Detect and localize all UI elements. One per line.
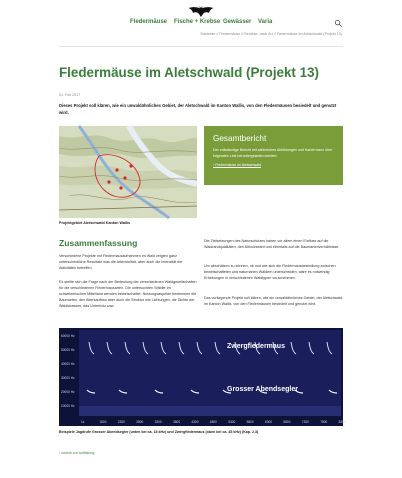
x-tick-label: 2800 <box>136 420 144 424</box>
label-zwergfledermaus: Zwergfledermaus <box>227 343 285 350</box>
bat-logo-icon[interactable] <box>188 5 214 17</box>
x-tick-label: 5800 <box>246 420 254 424</box>
x-tick-label: 1s <box>81 420 85 424</box>
search-icon[interactable] <box>334 19 343 28</box>
x-tick-label: 3800 <box>173 420 181 424</box>
y-tick-label: 20000 Hz <box>61 390 75 394</box>
spectrogram-image[interactable] <box>59 328 346 426</box>
y-tick-label: 10000 Hz <box>61 404 75 408</box>
y-tick-label: 50000 Hz <box>61 348 75 352</box>
x-tick-label: 7800 <box>320 420 328 424</box>
x-axis-ticks <box>81 420 346 424</box>
spectrogram-caption: Beispiele Jagdrufe Grosser Abendsegler (unten bei ca. 18 kHz) und Zwergfledermaus (oben bei ca. 45 kHz) (Kap. 2.3) <box>59 430 259 434</box>
noise-band <box>79 406 341 416</box>
breadcrumb[interactable]: Startseite // Fledermäuse // Berichte, nach Art // Fledermäuse im Aletschwald (Projekt 13) <box>200 32 342 36</box>
page-title: Fledermäuse im Aletschwald (Projekt 13) <box>59 65 319 80</box>
divider <box>59 46 343 47</box>
summary-paragraph: Es stellte sich die Frage nach der Bedeutung der verschiedenen Waldgesellschaften für die verschiedenen Fledermausarten. Die untersuchten Wälder im schweizerischen Mittelland wenden bewirtschaftet. Nutzungsaspekte bestimmen die Baumarten, den Altersaufbau aber auch die Struktur wie Lichtungen, die Dichte der Waldstrassen, das Unterholz usw. <box>59 280 197 308</box>
nav-item-fische-krebse[interactable]: Fische + Krebse <box>174 19 221 25</box>
x-tick-label: 2300 <box>117 420 125 424</box>
publish-date: 01. Feb 2017 <box>59 93 81 97</box>
report-download-link[interactable]: › Fledermäuse im Aletschwald <box>213 163 261 167</box>
summary-paragraph: Die Zielsetzungen des Naturschutzes haben vor allem einen Einfluss auf die Waldrandqualitäten, den Altholzanteil und ebenfalls auf die Baumartenverhältnisse. <box>204 239 340 249</box>
label-grosser-abendsegler: Grosser Abendsegler <box>227 386 298 393</box>
x-tick-label: 8300 <box>338 420 346 424</box>
nav-item-gewaesser[interactable]: Gewässer <box>223 19 252 25</box>
report-link-label[interactable]: Fledermäuse im Aletschwald <box>215 163 261 167</box>
intro-text: Dieses Projekt soll klären, wie ein unwaldähnliches Gebiet, der Aletschwald im Kanton Wallis, von den Fledermäusen besiedelt und genutzt wird. <box>59 103 337 115</box>
report-download-box <box>204 126 343 185</box>
y-tick-label: 30000 Hz <box>61 376 75 380</box>
summary-paragraph: Verschiedene Projekte mit Fledermausaufnahmen im Wald zeigten ganz unterschiedliche Resultate was die Artenvielfalt, aber auch die Intensität der Aktivitäten betreffen. <box>59 254 183 270</box>
report-title: Gesamtbericht <box>213 134 267 143</box>
report-text: Der vollständige Bericht mit zahlreichen Abbildungen und Karten kann über folgenden Link heruntergeladen werden: <box>213 148 333 158</box>
nav-item-varia[interactable]: Varia <box>258 19 273 25</box>
nav-item-fledermaeuse[interactable]: Fledermäuse <box>130 19 168 25</box>
summary-paragraph: Das vorliegende Projekt soll klären, wie ein unwaldähnliches Gebiet, der Aletschwald im Kanton Wallis, von den Fledermäusen besiedelt und genutzt wird. <box>204 296 343 306</box>
x-tick-label: 1800 <box>99 420 107 424</box>
summary-heading: Zusammenfassung <box>59 238 138 248</box>
y-tick-label: 60000 Hz <box>61 334 75 338</box>
x-tick-label: 4800 <box>209 420 217 424</box>
x-tick-label: 5300 <box>228 420 236 424</box>
back-to-list-link[interactable]: ‹ zurück zur Auflistung <box>59 451 95 455</box>
back-link-label[interactable]: zurück zur Auflistung <box>61 451 95 455</box>
x-tick-label: 3300 <box>154 420 162 424</box>
summary-paragraph: Um abschätzen zu können, ob und wie sich die Fledermausbesiedlung zwischen bewirtschafteten und naturnahen Wäldern unterscheiden, wäre es notwendig Erhebungen in verschiedenen Waldtypen vorzunehmen. <box>204 264 336 280</box>
y-tick-label: 40000 Hz <box>61 362 75 366</box>
x-tick-label: 7300 <box>301 420 309 424</box>
x-tick-label: 4300 <box>191 420 199 424</box>
map-caption: Projektgebiet Aletschwald Kanton Wallis <box>59 221 131 225</box>
x-tick-label: 6800 <box>283 420 291 424</box>
x-tick-label: 6300 <box>265 420 273 424</box>
map-image <box>59 126 197 218</box>
project-area-map[interactable] <box>59 126 197 218</box>
